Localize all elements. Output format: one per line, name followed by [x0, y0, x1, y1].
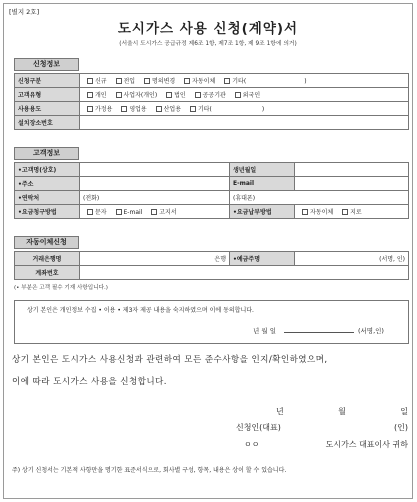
depositor-field[interactable]: (서명, 인): [295, 252, 409, 266]
checkbox-household[interactable]: [87, 106, 93, 112]
application-type-label: 신청구분: [15, 74, 80, 88]
autopay-table: [14, 251, 409, 280]
account-number-field[interactable]: [80, 266, 409, 280]
consent-text: 상기 본인은 개인정보 수집 • 이용 • 제3자 제공 내용을 숙지하였으며 이에 동의합니다.: [27, 307, 254, 314]
checkbox-auto-transfer[interactable]: [184, 78, 190, 84]
customer-name-label: •고객명(상호): [15, 163, 80, 177]
section-header-customer: 고객정보: [14, 147, 79, 160]
birthdate-field[interactable]: [295, 163, 409, 177]
declaration-line-1: 상기 본인은 도시가스 사용신청과 관련하여 모든 준수사항을 인지/확인하였으며,: [12, 355, 328, 365]
install-location-label: 설치장소번호: [15, 116, 80, 130]
customer-name-field[interactable]: [80, 163, 230, 177]
payment-method-options: 자동이체 지로: [295, 205, 409, 219]
consent-date-sign: 년 월 일 (서명,인): [253, 327, 384, 335]
customer-type-options: 개인 사업자(개인) 법인 공공기관 외국인: [80, 88, 409, 102]
checkbox-email-bill[interactable]: [116, 209, 122, 215]
checkbox-business-individual[interactable]: [116, 92, 122, 98]
account-number-label: 계좌번호: [15, 266, 80, 280]
payment-method-label: •요금납부방법: [230, 205, 295, 219]
addressee: ㅇㅇ 도시가스 대표이사 귀하: [244, 440, 408, 449]
mobile-field[interactable]: (휴대폰): [230, 191, 409, 205]
email-label: E-mail: [230, 177, 295, 191]
checkbox-other[interactable]: [224, 78, 230, 84]
checkbox-corporation[interactable]: [166, 92, 172, 98]
contact-label: •연락처: [15, 191, 80, 205]
checkbox-new[interactable]: [87, 78, 93, 84]
billing-method-label: •요금청구방법: [15, 205, 80, 219]
checkbox-usage-other[interactable]: [190, 106, 196, 112]
checkbox-auto-debit[interactable]: [302, 209, 308, 215]
checkbox-name-change[interactable]: [144, 78, 150, 84]
privacy-consent-box: [14, 300, 409, 344]
usage-purpose-options: 가정용 영업용 산업용 기타( ): [80, 102, 409, 116]
declaration-line-2: 이에 따라 도시가스 사용을 신청합니다.: [12, 377, 167, 387]
usage-purpose-label: 사용용도: [15, 102, 80, 116]
checkbox-public-institution[interactable]: [195, 92, 201, 98]
section-header-autopay: 자동이체신청: [14, 236, 79, 249]
phone-field[interactable]: (전화): [80, 191, 230, 205]
checkbox-foreigner[interactable]: [235, 92, 241, 98]
application-form: [3, 3, 413, 499]
checkbox-sms[interactable]: [87, 209, 93, 215]
consent-signature-line[interactable]: [284, 325, 354, 333]
checkbox-individual[interactable]: [87, 92, 93, 98]
required-fields-note: (• 부분은 고객 필수 기재 사항입니다.): [14, 285, 108, 291]
declaration-date: 년 월 일: [276, 407, 408, 416]
form-number: [별지 2호]: [9, 8, 40, 16]
checkbox-move-in[interactable]: [116, 78, 122, 84]
bank-label: 거래은행명: [15, 252, 80, 266]
checkbox-giro[interactable]: [342, 209, 348, 215]
checkbox-commercial[interactable]: [121, 106, 127, 112]
address-label: •주소: [15, 177, 80, 191]
bank-field[interactable]: 은행: [80, 252, 230, 266]
footnote: 주) 상기 신청서는 기본적 사항만을 명기한 표준서식으로, 회사별 구성, 항목, 내용은 상이 할 수 있습니다.: [12, 467, 287, 474]
address-field[interactable]: [80, 177, 230, 191]
checkbox-paper-bill[interactable]: [151, 209, 157, 215]
applicant-signature: 신청인(대표) (인): [236, 423, 408, 432]
application-info-table: [14, 73, 409, 130]
billing-method-options: 문자 E-mail 고지서: [80, 205, 230, 219]
birthdate-label: 생년월일: [230, 163, 295, 177]
email-field[interactable]: [295, 177, 409, 191]
page-title: 도시가스 사용 신청(계약)서: [117, 21, 299, 37]
depositor-label: •예금주명: [230, 252, 295, 266]
customer-type-label: 고객유형: [15, 88, 80, 102]
application-type-options: 신규 전입 명의변경 자동이체 기타( ): [80, 74, 409, 88]
customer-info-table: [14, 162, 409, 219]
checkbox-industrial[interactable]: [156, 106, 162, 112]
section-header-application: 신청정보: [14, 58, 79, 71]
legal-basis-subtitle: (서울시 도시가스 공급규정 제6조 1항, 제7조 1항, 제 9조 1항에 의거): [119, 41, 297, 47]
install-location-field[interactable]: [80, 116, 409, 130]
